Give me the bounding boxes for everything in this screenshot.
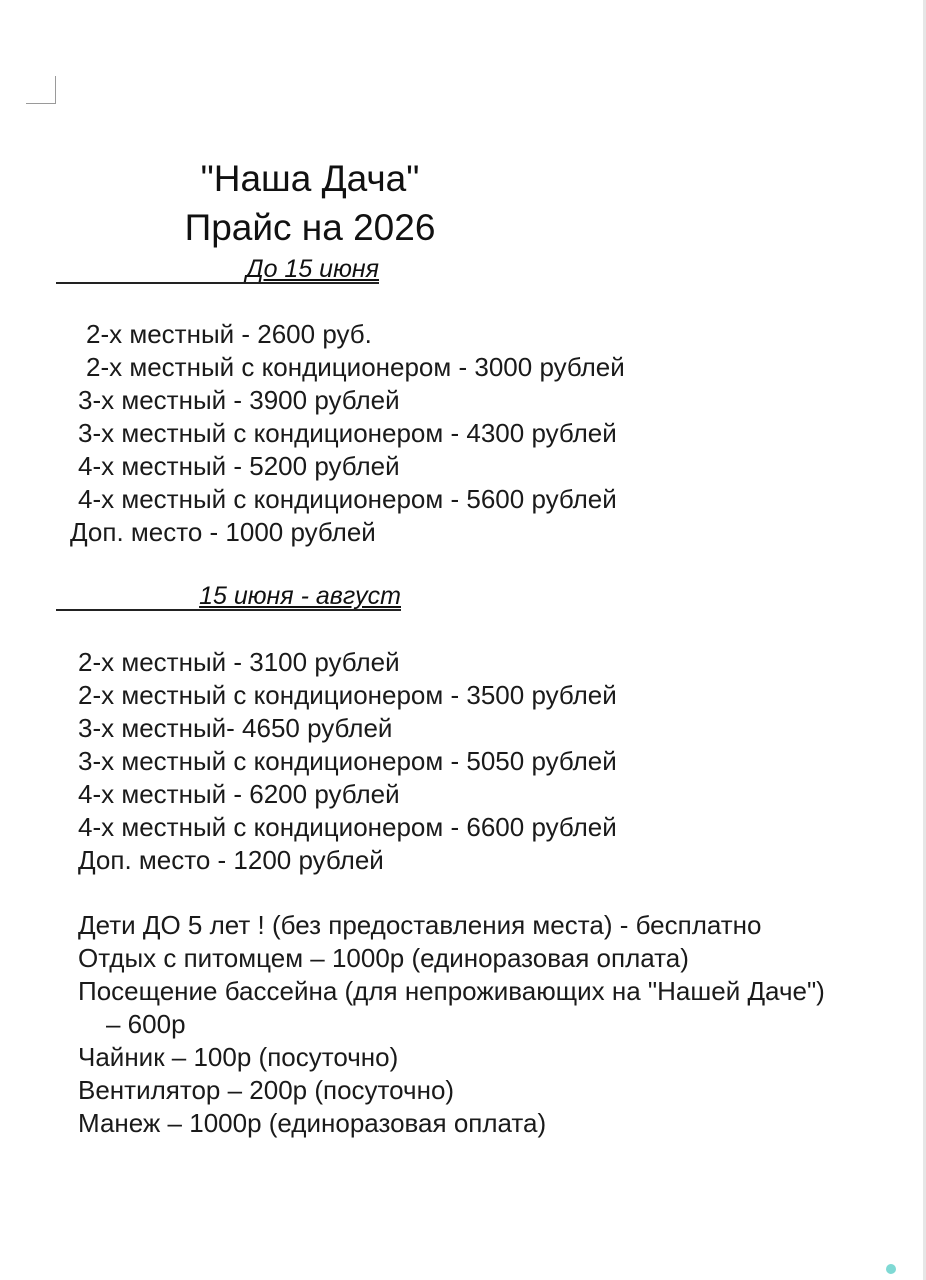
scroll-indicator-dot-icon [886,1264,896,1274]
price-line: 3-х местный - 3900 рублей [78,385,400,415]
extra-line: Чайник – 100р (посуточно) [78,1042,399,1072]
extra-line: Дети ДО 5 лет ! (без предоставления места) - бесплатно [78,910,762,940]
extra-line: Посещение бассейна (для непроживающих на "Нашей Даче") [78,976,825,1006]
document-subtitle: Прайс на 2026 [184,207,436,248]
price-line: 4-х местный - 5200 рублей [78,451,400,481]
price-line: 4-х местный с кондиционером - 6600 рублей [78,812,617,842]
document-title: "Наша Дача" [200,158,420,199]
page-corner-marker [26,76,56,104]
price-line: 3-х местный с кондиционером - 5050 рублей [78,746,617,776]
price-line: 2-х местный с кондиционером - 3500 рублей [78,680,617,710]
extra-line: Манеж – 1000р (единоразовая оплата) [78,1108,547,1138]
price-line: 2-х местный с кондиционером - 3000 рублей [86,352,625,382]
price-line: 3-х местный- 4650 рублей [78,713,393,743]
section-heading-before-june15: До 15 июня [56,254,379,284]
section-heading-june-august: 15 июня - август [56,581,401,611]
price-line: 2-х местный - 2600 руб. [86,319,372,349]
extra-line: Отдых с питомцем – 1000р (единоразовая оплата) [78,943,689,973]
extra-line: – 600р [106,1009,186,1039]
extra-line: Вентилятор – 200р (посуточно) [78,1075,455,1105]
price-line: 2-х местный - 3100 рублей [78,647,400,677]
price-line: Доп. место - 1200 рублей [78,845,384,875]
price-line: Доп. место - 1000 рублей [70,517,376,547]
price-line: 4-х местный с кондиционером - 5600 рублей [78,484,617,514]
price-line: 4-х местный - 6200 рублей [78,779,400,809]
price-line: 3-х местный с кондиционером - 4300 рублей [78,418,617,448]
